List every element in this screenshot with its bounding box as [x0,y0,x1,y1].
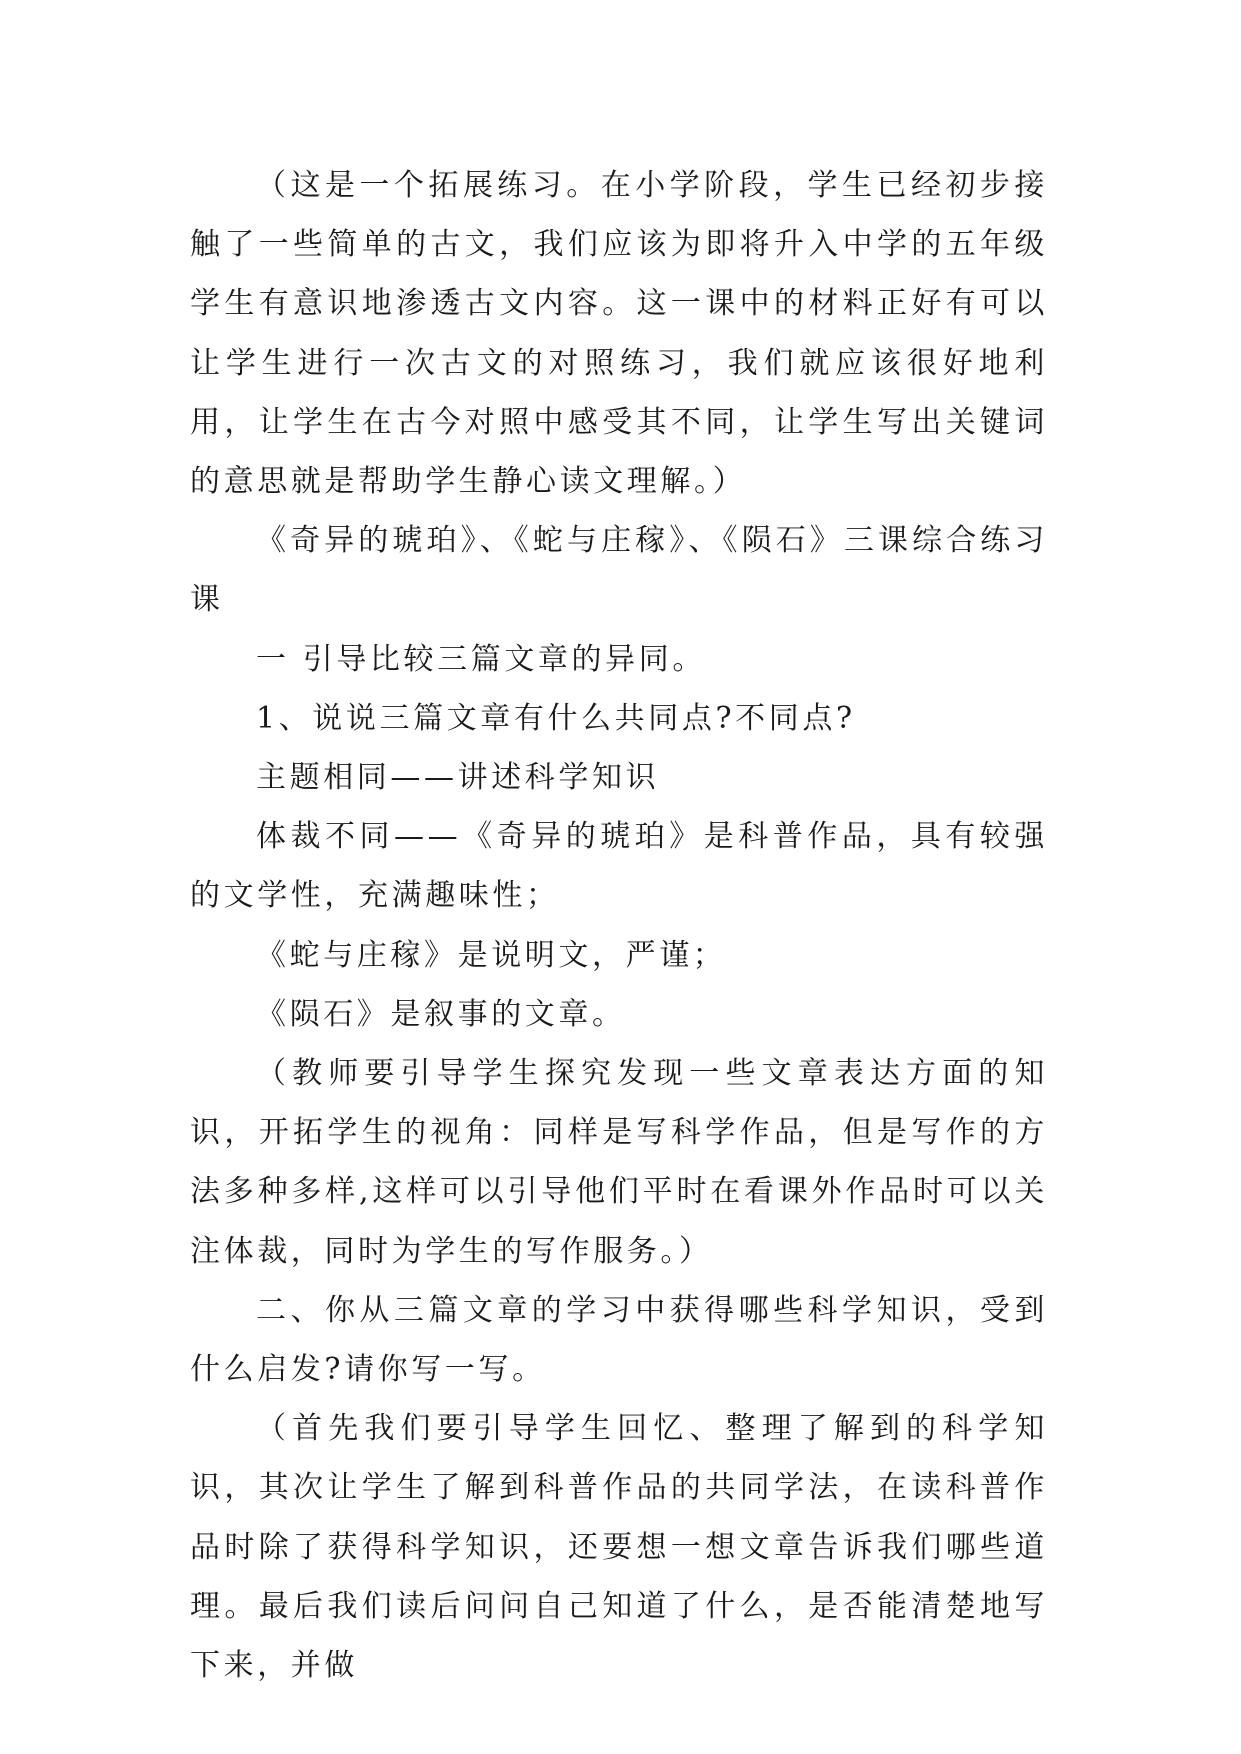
paragraph-meteorite: 《陨石》是叙事的文章。 [256,996,626,1032]
paragraph-question-one: 1、说说三篇文章有什么共同点?不同点? [256,700,856,736]
document-body [190,156,1048,1695]
paragraph-teacher-note: （教师要引导学生探究发现一些文章表达方面的知识，开拓学生的视角：同样是写科学作品，但是写作的方法多种多样,这样可以引导他们平时在看课外作品时可以关注体裁，同时为学生的写作服务。） [190,1056,1048,1269]
paragraph-genre-different: 体裁不同——《奇异的琥珀》是科普作品，具有较强的文学性，充满趣味性； [190,819,1048,914]
paragraph-extension-note: （这是一个拓展练习。在小学阶段，学生已经初步接触了一些简单的古文，我们应该为即将升入中学的五年级学生有意识地渗透古文内容。这一课中的材料正好有可以让学生进行一次古文的对照练习，我们就应该很好地利用，让学生在古今对照中感受其不同，让学生写出关键词的意思就是帮助学生静心读文理解。） [190,168,1048,500]
paragraph-snake-crops: 《蛇与庄稼》是说明文，严谨； [256,937,727,973]
paragraph-section-two: 二、你从三篇文章的学习中获得哪些科学知识，受到什么启发?请你写一写。 [190,1292,1048,1388]
paragraph-lesson-title: 《奇异的琥珀》、《蛇与庄稼》、《陨石》三课综合练习课 [190,523,1048,618]
paragraph-section-one: 一 引导比较三篇文章的异同。 [256,641,706,677]
paragraph-guidance-note: （首先我们要引导学生回忆、整理了解到的科学知识，其次让学生了解到科普作品的共同学法，在读科普作品时除了获得科学知识，还要想一想文章告诉我们哪些道理。最后我们读后问问自己知道了什么，是否能清楚地写下来，并做 [190,1411,1048,1684]
paragraph-theme-same: 主题相同——讲述科学知识 [256,760,660,796]
